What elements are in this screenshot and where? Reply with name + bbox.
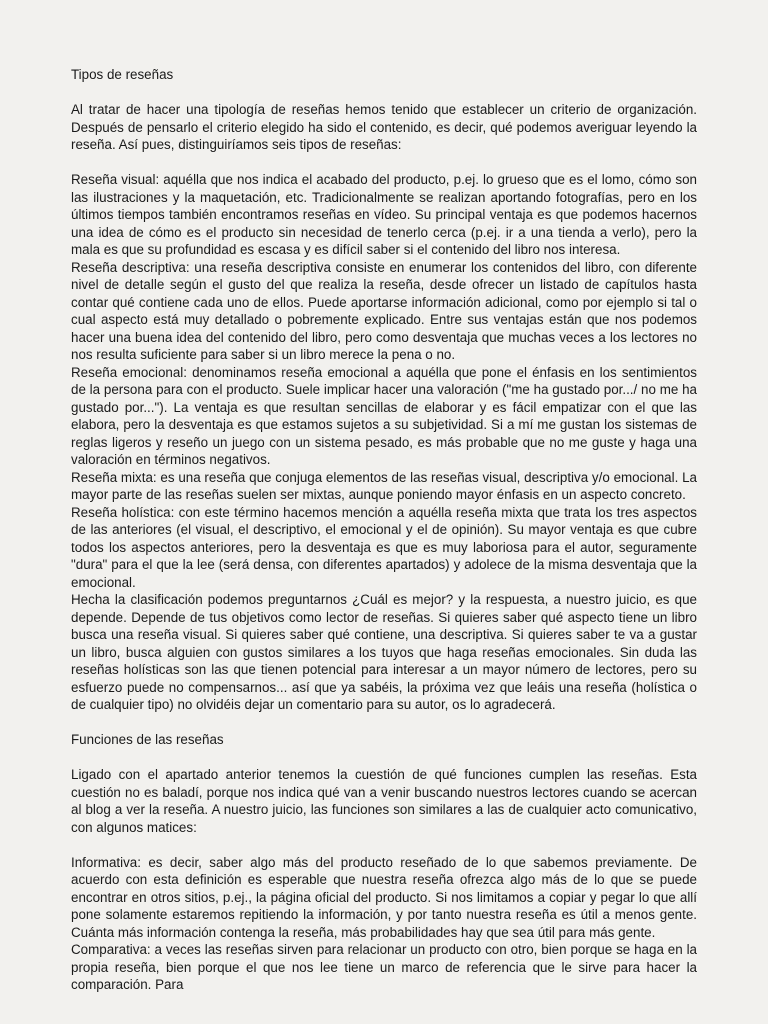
spacer [71, 836, 697, 854]
intro-paragraph-tipos: Al tratar de hacer una tipología de reseñas hemos tenido que establecer un criterio de organización. Después de pensarlo el criterio elegido ha sido el contenido, es decir, qué podemos averiguar leyendo la reseña. Así pues, distinguiríamos seis tipos de reseñas: [71, 102, 697, 152]
paragraph-resena-emocional: Reseña emocional: denominamos reseña emocional a aquélla que pone el énfasis en los sentimientos de la persona para con el producto. Suele implicar hacer una valoración ("me ha gustado por.../ no me ha gustado por..."). La ventaja es que resultan sencillas de elaborar y es fácil empatizar con el que las elabora, pero la desventaja es que estamos sujetos a su subjetividad. Si a mí me gustan los sistemas de reglas ligeros y reseño un juego con un sistema pesado, es más probable que no me guste y haga una valoración en términos negativos. [71, 364, 697, 467]
paragraph-clasificacion: Hecha la clasificación podemos preguntarnos ¿Cuál es mejor? y la respuesta, a nuestro juicio, es que depende. Depende de tus objetivos como lector de reseñas. Si quieres saber qué aspecto tiene un libro busca una reseña visual. Si quieres saber qué contiene, una descriptiva. Si quieres saber te va a gustar un libro, busca alguien con gustos similares a los tuyos que haga reseñas emocionales. Sin duda las reseñas holísticas son las que tienen potencial para interesar a un mayor número de lectores, pero su esfuerzo puede no compensarnos... así que ya sabéis, la próxima vez que leáis una reseña (holística o de cualquier tipo) no olvidéis dejar un comentario para su autor, os lo agradecerá. [71, 592, 697, 712]
spacer [71, 84, 697, 102]
intro-paragraph-funciones: Ligado con el apartado anterior tenemos la cuestión de qué funciones cumplen las reseñas. Esta cuestión no es baladí, porque nos indica qué van a venir buscando nuestros lectores cuando se acercan al blog a ver la reseña. A nuestro juicio, las funciones son similares a las de cualquier acto comunicativo, con algunos matices: [71, 767, 697, 835]
paragraph-resena-visual: Reseña visual: aquélla que nos indica el acabado del producto, p.ej. lo grueso que es el lomo, cómo son las ilustraciones y la maquetación, etc. Tradicionalmente se realizan aportando fotografías, pero en los últimos tiempos también encontramos reseñas en vídeo. Su principal ventaja es que podemos hacernos una idea de cómo es el producto sin necesidad de tenerlo cerca (p.ej. ir a una tienda a verlo), pero la mala es que su profundidad es escasa y es difícil saber si el contenido del libro nos interesa. [71, 172, 697, 257]
paragraph-informativa: Informativa: es decir, saber algo más del producto reseñado de lo que sabemos previamente. De acuerdo con esta definición es esperable que nuestra reseña ofrezca algo más de lo que se puede encontrar en otros sitios, p.ej., la página oficial del producto. Si nos limitamos a copiar y pegar lo que allí pone solamente estaremos repitiendo la información, y por tanto nuestra reseña es útil a menos gente. Cuánta más información contenga la reseña, más probabilidades hay que sea útil para más gente. [71, 854, 697, 940]
paragraph-resena-holistica: Reseña holística: con este término hacemos mención a aquélla reseña mixta que trata los tres aspectos de las anteriores (el visual, el descriptivo, el emocional y el de opinión). Su mayor ventaja es que cubre todos los aspectos anteriores, pero la desventaja es que es muy laboriosa para el autor, seguramente "dura" para el que la lee (será densa, con diferentes apartados) y adolece de la misma desventaja que la emocional. [71, 504, 697, 590]
paragraph-resena-mixta: Reseña mixta: es una reseña que conjuga elementos de las reseñas visual, descriptiva y/o emocional. La mayor parte de las reseñas suelen ser mixtas, aunque poniendo mayor énfasis en un aspecto concreto. [71, 469, 697, 502]
section-heading-tipos: Tipos de reseñas [71, 67, 174, 82]
spacer [71, 154, 697, 172]
spacer [71, 714, 697, 732]
paragraph-resena-descriptiva: Reseña descriptiva: una reseña descriptiva consiste en enumerar los contenidos del libro, con diferente nivel de detalle según el gusto del que realiza la reseña, desde ofrecer un listado de capítulos hasta contar qué contiene cada uno de ellos. Puede aportarse información adicional, como por ejemplo si tal o cual aspecto está muy detallado o pobremente explicado. Entre sus ventajas están que nos podemos hacer una buena idea del contenido del libro, pero como desventaja que muchas veces a los lectores no nos resulta suficiente para saber si un libro merece la pena o no. [71, 259, 697, 362]
section-heading-funciones: Funciones de las reseñas [71, 732, 224, 747]
spacer [71, 749, 697, 767]
paragraph-comparativa: Comparativa: a veces las reseñas sirven para relacionar un producto con otro, bien porque se haga en la propia reseña, bien porque el que nos lee tiene un marco de referencia que le sirve para hacer la comparación. Para [71, 942, 697, 992]
